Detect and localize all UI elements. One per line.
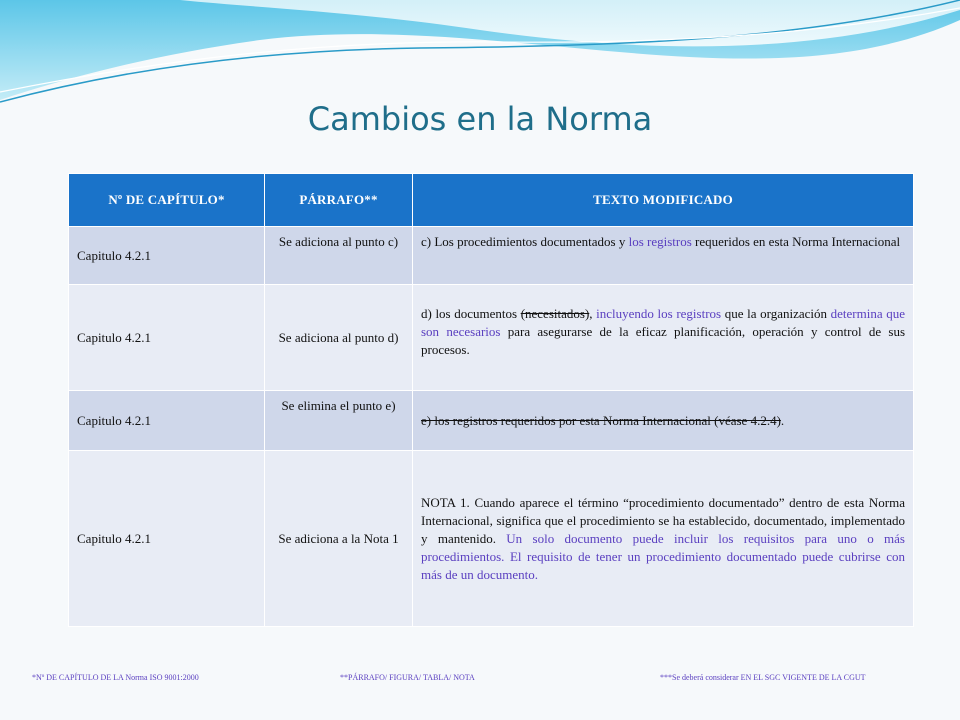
- text-segment: que la organización: [721, 306, 831, 321]
- cell-texto: [413, 285, 914, 391]
- table-row: [69, 451, 914, 627]
- page-title: Cambios en la Norma: [307, 100, 653, 138]
- deleted-text-segment: (necesitados): [520, 306, 590, 321]
- footnote-capitulo: *Nº DE CAPÍTULO DE LA Norma ISO 9001:2000: [32, 673, 199, 682]
- added-text-segment: incluyendo los registros: [596, 306, 722, 321]
- cell-texto: [413, 451, 914, 627]
- cell-parrafo: Se adiciona al punto d): [265, 285, 413, 391]
- cell-parrafo: Se adiciona a la Nota 1: [265, 451, 413, 627]
- cell-texto: [413, 391, 914, 451]
- added-text-segment: los registros: [628, 234, 692, 249]
- added-text-segment: Un solo documento puede incluir los requisitos para uno o más procedimientos. El requisito de tener un procedimiento documentado puede cubrirse con más de un documento.: [421, 530, 905, 582]
- header-texto: TEXTO MODIFICADO: [413, 174, 914, 227]
- cell-capitulo: Capitulo 4.2.1: [69, 391, 265, 451]
- text-segment: .: [780, 412, 785, 428]
- table-row: [69, 285, 914, 391]
- text-segment: requeridos en esta Norma Internacional: [691, 234, 901, 249]
- header-capitulo: Nº DE CAPÍTULO*: [69, 174, 265, 227]
- text-segment: c) Los procedimientos documentados y: [421, 234, 629, 249]
- cell-capitulo: Capitulo 4.2.1: [69, 285, 265, 391]
- cell-capitulo: Capitulo 4.2.1: [69, 227, 265, 285]
- cell-capitulo: Capitulo 4.2.1: [69, 451, 265, 627]
- header-parrafo: PÁRRAFO**: [265, 174, 413, 227]
- cell-parrafo: Se adiciona al punto c): [265, 227, 413, 285]
- footnote-parrafo: **PÁRRAFO/ FIGURA/ TABLA/ NOTA: [340, 673, 475, 682]
- deleted-text-segment: e) los registros requeridos por esta Norma Internacional (véase 4.2.4): [421, 412, 781, 428]
- table-header-row: [69, 174, 914, 227]
- text-segment: ,: [589, 306, 597, 321]
- changes-table: [68, 173, 914, 627]
- cell-parrafo: Se elimina el punto e): [265, 391, 413, 451]
- text-segment: NOTA 1. Cuando aparece el término “procedimiento documentado” dentro de esta Norma Internacional, significa que el procedimiento se ha establecido, documentado, implementado y mantenido.: [421, 494, 905, 546]
- text-segment: para asegurarse de la eficaz planificación, operación y control de sus procesos.: [421, 324, 906, 357]
- table-row: [69, 227, 914, 285]
- table-row: [69, 391, 914, 451]
- added-text-segment: determina que son necesarios: [421, 306, 906, 339]
- footnote-sgc: ***Se deberá considerar EN EL SGC VIGENTE DE LA CGUT: [660, 673, 866, 682]
- text-segment: d) los documentos: [421, 306, 521, 321]
- cell-texto: [413, 227, 914, 285]
